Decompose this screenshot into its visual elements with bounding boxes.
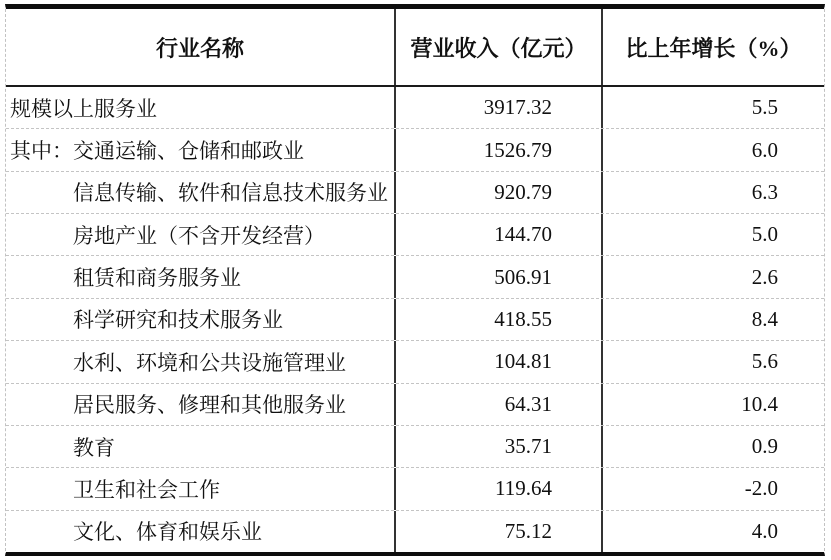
growth-cell: 4.0 (751, 518, 778, 543)
revenue-cell: 119.64 (396, 468, 603, 509)
revenue-cell: 144.70 (396, 214, 603, 255)
industry-cell: 租赁和商务服务业 (6, 256, 396, 297)
table-row (6, 128, 824, 170)
industry-cell: 规模以上服务业 (6, 87, 396, 128)
revenue-cell: 418.55 (396, 299, 603, 340)
revenue-cell: 3917.32 (396, 87, 603, 128)
table-row (6, 255, 824, 297)
revenue-cell: 64.31 (396, 384, 603, 425)
column-header-growth: 比上年增长（%） (625, 35, 802, 61)
table-row (6, 87, 824, 128)
industry-cell: 信息传输、软件和信息技术服务业 (6, 172, 396, 213)
table-row (6, 425, 824, 467)
table-body (6, 87, 824, 552)
revenue-cell: 920.79 (396, 172, 603, 213)
column-header-industry: 行业名称 (6, 9, 396, 85)
revenue-cell: 75.12 (396, 511, 603, 552)
industry-cell: 水利、环境和公共设施管理业 (6, 341, 396, 382)
table-row (6, 510, 824, 552)
industry-cell: 卫生和社会工作 (6, 468, 396, 509)
industry-cell: 教育 (6, 426, 396, 467)
growth-cell: 5.0 (751, 222, 778, 247)
growth-cell: 6.3 (751, 179, 778, 204)
growth-cell: 8.4 (751, 306, 778, 331)
industry-cell: 居民服务、修理和其他服务业 (6, 384, 396, 425)
column-header-revenue: 营业收入（亿元） (396, 9, 603, 85)
table-row (6, 467, 824, 509)
table-header-row (6, 9, 824, 87)
table-row (6, 213, 824, 255)
industry-cell: 科学研究和技术服务业 (6, 299, 396, 340)
table-row (6, 383, 824, 425)
revenue-cell: 35.71 (396, 426, 603, 467)
table-row (6, 171, 824, 213)
table-row (6, 340, 824, 382)
growth-cell: -2.0 (744, 476, 778, 501)
growth-cell: 5.5 (751, 95, 778, 120)
growth-cell: 0.9 (751, 434, 778, 459)
growth-cell: 10.4 (741, 391, 778, 416)
statistical-table (5, 4, 825, 556)
industry-cell: 文化、体育和娱乐业 (6, 511, 396, 552)
table-row (6, 298, 824, 340)
industry-cell: 其中：交通运输、仓储和邮政业 (6, 129, 396, 170)
growth-cell: 6.0 (751, 137, 778, 162)
growth-cell: 2.6 (751, 264, 778, 289)
industry-cell: 房地产业（不含开发经营） (6, 214, 396, 255)
revenue-cell: 104.81 (396, 341, 603, 382)
revenue-cell: 1526.79 (396, 129, 603, 170)
revenue-cell: 506.91 (396, 256, 603, 297)
growth-cell: 5.6 (751, 349, 778, 374)
